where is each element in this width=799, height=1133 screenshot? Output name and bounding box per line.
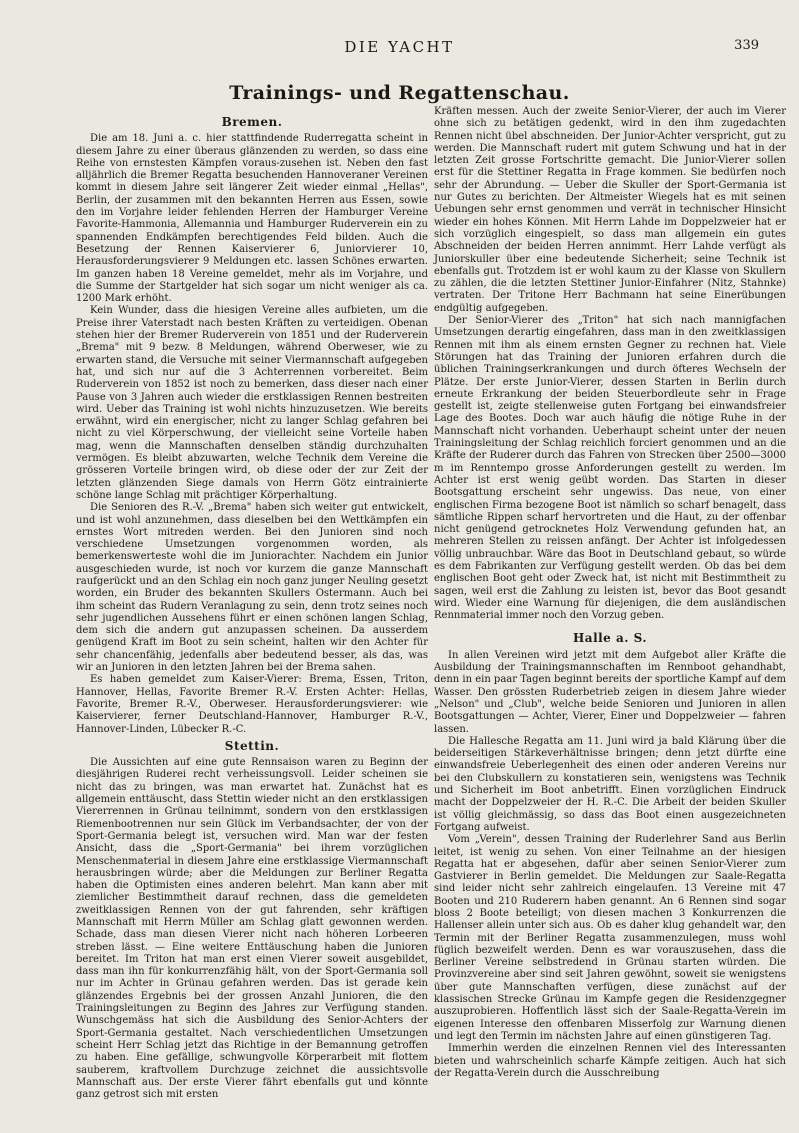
journal-title: DIE YACHT xyxy=(344,38,455,56)
running-head xyxy=(0,30,799,56)
left-column xyxy=(76,112,428,1101)
paragraph: Der Senior-Vierer des „Triton" hat sich nach mannigfachen Umsetzungen derartig eingefahren, dass man in den zweitklassigen Rennen mit ihm als einem ernsten Gegner zu rechnen hat. Viele Störungen hat das Training der Junioren erfahren durch die üblichen Trainingserkrankungen und durch öfteres Wechseln der Plätze. Der erste Junior-Vierer, dessen Starten in Berlin durch erneute Erkrankung der beiden Steuerbordleute sehr in Frage gestellt ist, zeigte stellenweise guten Fortgang bei einwandsfreier Lage des Bootes. Doch war auch häufig die nötige Ruhe in der Mannschaft nicht vorhanden. Ueberhaupt scheint unter der neuen Trainingsleitung der Schlag reichlich forciert genommen und an die Kräfte der Ruderer durch das Fahren von Strecken über 2500—3000 m im Renntempo grosse Anforderungen gestellt zu werden. Im Achter ist erst wenig geübt worden. Das Starten in dieser Bootsgattung erscheint sehr ungewiss. Das neue, von einer englischen Firma bezogene Boot ist nämlich so scharf benagelt, dass sämtliche Rippen scharf hervortreten und die Haut, zu der offenbar nicht genügend getrocknetes Holz Verwendung gefunden hat, an mehreren Stellen zu reissen anfängt. Der Achter ist infolgedessen völlig unbrauchbar. Wäre das Boot in Deutschland gebaut, so würde es dem Fabrikanten zur Verfügung gestellt werden. Ob das bei dem englischen Boot geht oder Zweck hat, ist nicht mit Bestimmtheit zu sagen, weil erst die Zahlung zu leisten ist, bevor das Boot gesandt wird. Wieder eine Warnung für diejenigen, die dem ausländischen Rennmaterial immer noch den Vorzug geben. xyxy=(434,315,786,622)
section-heading-stettin: Stettin. xyxy=(224,738,280,753)
paragraph: Die Senioren des R.-V. „Brema" haben sich weiter gut entwickelt, und ist wohl anzunehmen, dass dieselben bei den Wettkämpfen ein ernstes Wort mitreden werden. Bei den Junioren sind noch verschiedene Umsetzungen vorgenommen worden, als bemerkenswerteste wohl die im Juniorachter. Nachdem ein Junior ausgeschieden wurde, ist noch vor kurzem die ganze Mannschaft raufgerückt und an den Schlag ein noch ganz junger Neuling gesetzt worden, ein Bruder des bekannten Skullers Ostermann. Auch bei ihm scheint das Rudern Veranlagung zu sein, denn trotz seines noch sehr jugendlichen Aussehens führt er einen schönen langen Schlag, dem sich die andern gut anzupassen scheinen. Da ausserdem genügend Kraft im Boot zu sein scheint, halten wir den Achter für sehr chancenfähig, jedenfalls aber bedeutend besser, als das, was wir an Junioren in den letzten Jahren bei der Brema sahen. xyxy=(76,502,428,674)
paragraph: Die Hallesche Regatta am 11. Juni wird ja bald Klärung über die beiderseitigen Stärkeverhältnisse bringen; denn jetzt dürfte eine einwandsfreie Ueberlegenheit des einen oder anderen Vereins nur bei den Clubskullern zu konstatieren sein, wenigstens was Technik und Sicherheit im Boot anbetrifft. Einen vorzüglichen Eindruck macht der Doppelzweier der H. R.-C. Die Arbeit der beiden Skuller ist völlig gleichmässig, so dass das Boot einen ausgezeichneten Fortgang aufweist. xyxy=(434,735,786,833)
paragraph: Kein Wunder, dass die hiesigen Vereine alles aufbieten, um die Preise ihrer Vaterstadt nach besten Kräften zu verteidigen. Obenan stehen hier der Bremer Ruderverein von 1851 und der Ruderverein „Brema" mit 9 bezw. 8 Meldungen, während Oberweser, wie zu erwarten stand, die Versuche mit seiner Viermannschaft aufgegeben hat, und sich nur auf die 3 Achterrennen vorbereitet. Beim Ruderverein von 1852 ist noch zu bemerken, dass dieser nach einer Pause von 3 Jahren auch wieder die erstklassigen Rennen bestreiten wird. Ueber das Training ist wohl nichts hinzuzusetzen. Wie bereits erwähnt, wird ein energischer, nicht zu langer Schlag gefahren bei nicht zu viel Körperschwung, der vielleicht seine Vorteile haben mag, wenn die Mannschaften denselben ständig durchzuhalten vermögen. Es bleibt abzuwarten, welche Technik dem Vereine die grösseren Vorteile bringen wird, ob diese oder der zur Zeit der letzten glänzenden Siege damals von Herrn Götz eintrainierte schöne lange Schlag mit prächtiger Körperhaltung. xyxy=(76,305,428,501)
section-heading-halle: Halle a. S. xyxy=(572,631,648,646)
right-column xyxy=(434,106,786,1080)
page-number: 339 xyxy=(734,38,759,53)
section-heading-bremen: Bremen. xyxy=(221,115,283,129)
paragraph: Die am 18. Juni a. c. hier stattfindende Ruderregatta scheint in diesem Jahre zu einer überaus glänzenden zu werden, so dass eine Reihe von ernstesten Kämpfen voraus-zusehen ist. Neben den fast alljährlich die Bremer Regatta besuchenden Hannoveraner Vereinen kommt in diesem Jahre seit längerer Zeit wieder einmal „Hellas", Berlin, der zusammen mit den bekannten Herren aus Essen, sowie den im Vorjahre leider fehlenden Herren der Hamburger Vereine Favorite-Hammonia, Allemannia und Hamburger Ruderverein ein zu spannenden Endkämpfen berechtigendes Feld bilden. Auch die Besetzung der Rennen Kaiservierer 6, Juniorvierer 10, Herausforderungsvierer 9 Meldungen etc. lassen Schönes erwarten. Im ganzen haben 18 Vereine gemeldet, mehr als im Vorjahre, und die Summe der Startgelder hat sich sogar um nicht weniger als ca. 1200 Mark erhöht. xyxy=(76,133,428,305)
paragraph: In allen Vereinen wird jetzt mit dem Aufgebot aller Kräfte die Ausbildung der Trainingsmannschaften im Rennboot gehandhabt, denn in ein paar Tagen beginnt bereits der sportliche Kampf auf dem Wasser. Den grössten Ruderbetrieb zeigen in diesem Jahre wieder „Nelson" und „Club", welche beide Senioren und Junioren in allen Bootsgattungen — Achter, Vierer, Einer und Doppelzweier — fahren lassen. xyxy=(434,649,786,735)
article-title: Trainings- und Regattenschau. xyxy=(229,82,570,104)
paragraph: Die Aussichten auf eine gute Rennsaison waren zu Beginn der diesjährigen Ruderei recht verheissungsvoll. Leider scheinen sie nicht das zu bringen, was man erwartet hat. Zunächst hat es allgemein enttäuscht, dass Stettin wieder nicht an den erstklassigen Viererrennen in Grünau teilnimmt, sondern von den erstklassigen Riemenbootrennen nur sein Glück im Verbandsachter, der von der Sport-Germania belegt ist, versuchen wird. Man war der festen Ansicht, dass die „Sport-Germania" bei ihrem vorzüglichen Menschenmaterial in diesem Jahre eine erstklassige Viermannschaft herausbringen würde; aber die Meldungen zur Berliner Regatta haben die Optimisten eines anderen belehrt. Man kann aber mit ziemlicher Bestimmtheit darauf rechnen, dass die gemeldeten zweitklassigen Rennen von der gut fahrenden, sehr kräftigen Mannschaft mit Herrn Müller am Schlag glatt gewonnen werden. Schade, dass man diesen Vierer nicht nach höheren Lorbeeren streben lässt. — Eine weitere Enttäuschung haben die Junioren bereitet. Im Triton hat man erst einen Vierer soweit ausgebildet, dass man ihn für konkurrenzfähig hält, von der Sport-Germania soll nur im Achter in Grünau gefahren werden. Das ist gerade kein glänzendes Ergebnis bei der grossen Anzahl Junioren, die den Trainingsleitungen zu Beginn des Jahres zur Verfügung standen. Wunschgemäss hat sich die Ausbildung des Senior-Achters der Sport-Germania gestaltet. Nach verschiedentlichen Umsetzungen scheint Herr Schlag jetzt das Richtige in der Bemannung getroffen zu haben. Eine gefällige, schwungvolle Körperarbeit mit flottem sauberem, kraftvollem Durchzuge zeichnet die aussichtsvolle Mannschaft aus. Der erste Vierer fährt ebenfalls gut und könnte ganz getrost sich mit ersten xyxy=(76,757,428,1101)
paragraph: Kräften messen. Auch der zweite Senior-Vierer, der auch im Vierer ohne sich zu betätigen gedenkt, wird in den ihm zugedachten Rennen nicht übel abschneiden. Der Junior-Achter verspricht, gut zu werden. Die Mannschaft rudert mit gutem Schwung und hat in der letzten Zeit grosse Fortschritte gemacht. Die Junior-Vierer sollen erst für die Stettiner Regatta in Frage kommen. Sie bedürfen noch sehr der Abrundung. — Ueber die Skuller der Sport-Germania ist nur Gutes zu berichten. Der Altmeister Wiegels hat es mit seinen Uebungen sehr ernst genommen und verrät in technischer Hinsicht wieder ein hohes Können. Mit Herrn Lahde im Doppelzweier hat er sich vorzüglich eingespielt, so dass man allgemein ein gutes Abschneiden der beiden Herren annimmt. Herr Lahde verfügt als Juniorskuller über eine bedeutende Sicherheit; seine Technik ist ebenfalls gut. Trotzdem ist er wohl kaum zu der Klasse von Skullern zu zählen, die die letzten Stettiner Junior-Einfahrer (Nitz, Stahnke) vertraten. Der Tritone Herr Bachmann hat seine Einerübungen endgültig aufgegeben. xyxy=(434,106,786,314)
paragraph: Vom „Verein", dessen Training der Ruderlehrer Sand aus Berlin leitet, ist wenig zu sehen. Von einer Teilnahme an der hiesigen Regatta hat er abgesehen, dafür aber seinen Senior-Vierer zum Gastvierer in Berlin gemeldet. Die Meldungen zur Saale-Regatta sind leider nicht sehr zahlreich eingelaufen. 13 Vereine mit 47 Booten und 210 Ruderern haben genannt. An 6 Rennen sind sogar bloss 2 Boote beteiligt; von diesen machen 3 Konkurrenzen die Hallenser allein unter sich aus. Ob es daher klug gehandelt war, den Termin mit der Berliner Regatta zusammenzulegen, muss wohl füglich bezweifelt werden. Denn es war vorauszusehen, dass die Berliner Vereine selbstredend in Grünau starten würden. Die Provinzvereine aber sind seit Jahren gewöhnt, soweit sie wenigstens über gute Mannschaften verfügen, diese zunächst auf der klassischen Strecke Grünau im Kampfe gegen die Residenzgegner auszuprobieren. Hoffentlich lässt sich der Saale-Regatta-Verein im eigenen Interesse den offenbaren Misserfolg zur Warnung dienen und legt den Termin im nächsten Jahre auf einen günstigeren Tag. xyxy=(434,834,786,1042)
paragraph: Es haben gemeldet zum Kaiser-Vierer: Brema, Essen, Triton, Hannover, Hellas, Favorite Bremer R.-V. Ersten Achter: Hellas, Favorite, Bremer R.-V., Oberweser. Herausforderungsvierer: wie Kaiservierer, ferner Deutschland-Hannover, Hamburger R.-V., Hannover-Linden, Lübecker R.-C. xyxy=(76,674,428,735)
paragraph: Immerhin werden die einzelnen Rennen viel des Interessanten bieten und wahrscheinlich scharfe Kämpfe zeitigen. Auch hat sich der Regatta-Verein durch die Ausschreibung xyxy=(434,1043,786,1079)
